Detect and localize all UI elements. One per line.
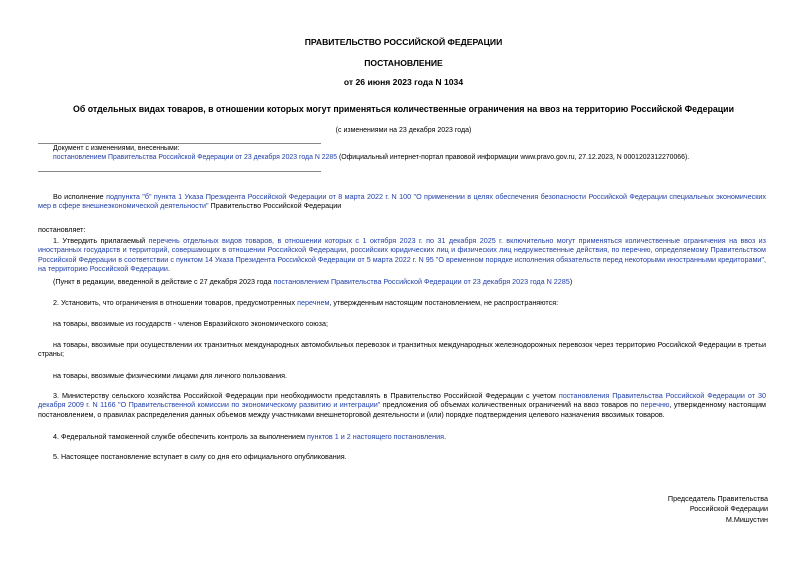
p2-end: , утвержденным настоящим постановлением, не распространяются:: [329, 298, 559, 307]
amendment-text: [53, 154, 773, 163]
p2-lead: 2. Установить, что ограничения в отношении товаров, предусмотренных: [53, 298, 298, 307]
p2-item-personal: на товары, ввозимые физическими лицами для личного пользования.: [53, 371, 288, 380]
intro-suffix: Правительство Российской Федерации: [208, 201, 342, 211]
signature-name: М.Мишустин: [725, 514, 768, 524]
p3-lead: 3. Министерству сельского хозяйства Российской Федерации при необходимости представлять в Правительство Российской Федерации с учетом: [53, 391, 559, 400]
p1-edit-note: [38, 277, 766, 286]
p1-note-end: ): [569, 277, 573, 286]
signature-position: Председатель Правительства: [667, 494, 768, 503]
divider-bottom: [38, 171, 321, 172]
p3-list-link[interactable]: перечню: [640, 400, 670, 410]
p3-end: , утвержденному настоящим постановлением, о правилах распределения данных объемов между участниками внешнеторговой деятельности и (или) порядке подтверждения целевого назначения ввозимых товаров.: [38, 400, 766, 419]
divider-top: [38, 143, 321, 144]
paragraph-2: [38, 298, 766, 307]
amendment-tail: (Официальный интернет-портал правовой информации www.pravo.gov.ru, 27.12.2023, N 0001202312270066).: [337, 153, 690, 161]
amendment-label: Документ с изменениями, внесенными:: [53, 145, 180, 152]
p4-points-link[interactable]: пунктов 1 и 2 настоящего постановления: [307, 432, 445, 441]
p3-mid: предложения об объемах количественных ограничений на ввоз товаров по: [380, 400, 641, 410]
p1-end: .: [167, 264, 170, 274]
paragraph-5: 5. Настоящее постановление вступает в силу со дня его официального опубликования.: [53, 452, 347, 461]
amendment-link[interactable]: постановлением Правительства Российской Федерации от 23 декабря 2023 года N 2285: [53, 153, 338, 161]
signature-block: [668, 494, 768, 525]
doc-type: ПОСТАНОВЛЕНИЕ: [364, 58, 443, 68]
paragraph-4: [38, 432, 766, 441]
doc-title: Об отдельных видах товаров, в отношении которых могут применяться количественные ограничения на ввоз на территорию Российской Федерации: [73, 104, 734, 114]
p4-end: .: [444, 432, 447, 441]
org-name: ПРАВИТЕЛЬСТВО РОССИЙСКОЙ ФЕДЕРАЦИИ: [304, 37, 503, 47]
decree-word: постановляет:: [38, 225, 86, 234]
p1-note-lead: (Пункт в редакции, введенной в действие с 27 декабря 2023 года: [53, 277, 274, 286]
signature-org: Российской Федерации: [689, 504, 768, 514]
paragraph-1: [38, 236, 766, 273]
p1-note-link[interactable]: постановлением Правительства Российской Федерации от 23 декабря 2023 года N 2285: [273, 277, 570, 286]
intro-paragraph: [38, 192, 766, 211]
p4-lead: 4. Федеральной таможенной службе обеспечить контроль за выполнением: [53, 432, 308, 441]
changes-note: (с изменениями на 23 декабря 2023 года): [335, 127, 472, 134]
p2-list-link[interactable]: перечнем: [297, 298, 330, 307]
paragraph-3: [38, 391, 766, 419]
intro-prefix: Во исполнение: [53, 192, 107, 201]
doc-date-number: от 26 июня 2023 года N 1034: [343, 77, 464, 87]
p1-lead: 1. Утвердить прилагаемый: [53, 236, 149, 245]
p2-item-transit: на товары, ввозимые при осуществлении их транзитных международных автомобильных перевозок и транзитных международных железнодорожных перевозок через территорию Российской Федерации в третьи страны;: [38, 340, 766, 359]
p3-commission-link[interactable]: постановления Правительства Российской Федерации от 30 декабря 2009 г. N 1166 "О Правительственной комиссии по экономическому развитию и интеграции": [38, 391, 766, 410]
p2-item-eaeu: на товары, ввозимые из государств - членов Евразийского экономического союза;: [53, 319, 328, 328]
amendment-block: [53, 145, 773, 163]
p1-list-link[interactable]: перечень отдельных видов товаров, в отношении которых с 1 октября 2023 г. по 31 декабря 2025 г. включительно могут применяться количественные ограничения на ввоз из иностранных государств и территорий, совершающих в отношении Российской Федерации, российских юридических лиц и физических лиц недружественные действия, по перечню, определяемому Правительством Российской Федерации в соответствии с пунктом 14 Указа Президента Российской Федерации от 5 марта 2022 г. N 95 "О временном порядке исполнения обязательств перед некоторыми иностранными кредиторами", на территорию Российской Федерации: [38, 236, 766, 274]
intro-link[interactable]: подпункта "б" пункта 1 Указа Президента Российской Федерации от 8 марта 2022 г. N 100 "О применении в целях обеспечения безопасности Российской Федерации специальных экономических мер в сфере внешнеэкономической деятельности": [38, 192, 766, 211]
